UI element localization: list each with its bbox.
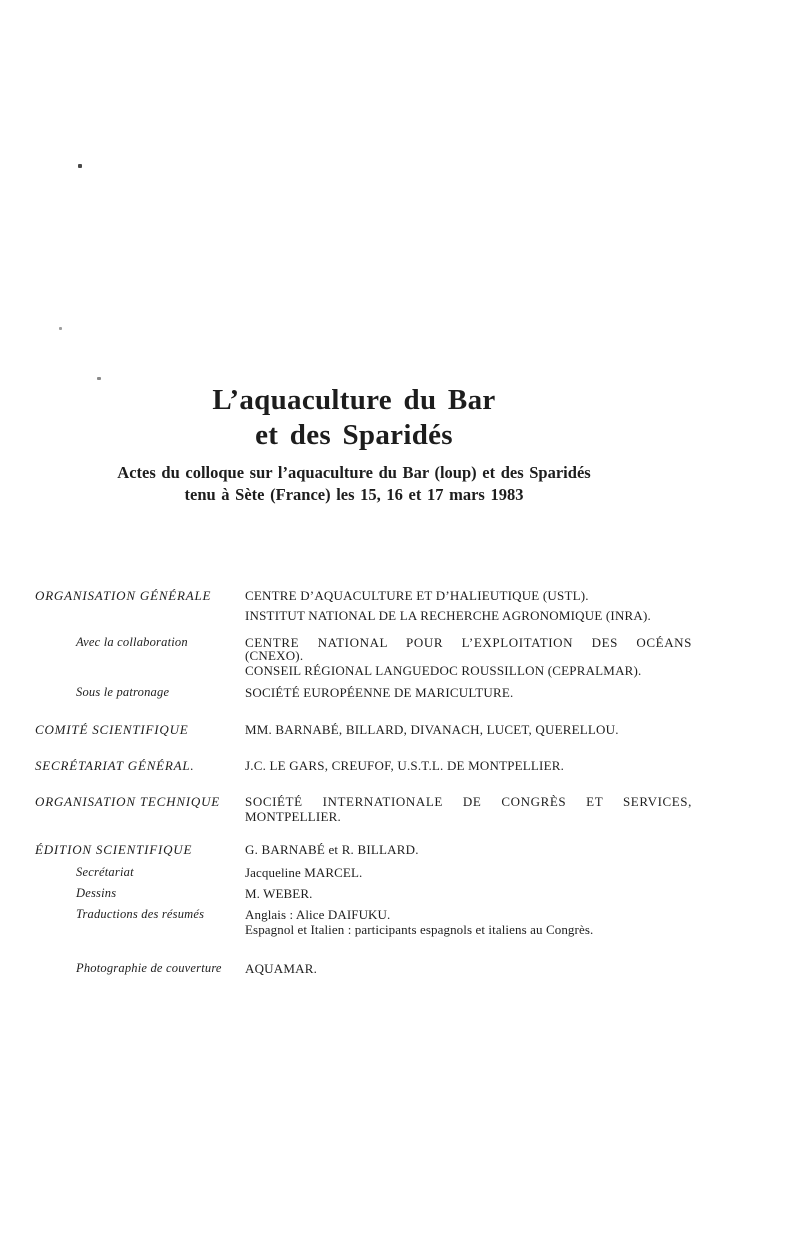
dust-speck bbox=[78, 164, 82, 168]
credits-row-patronage bbox=[35, 685, 692, 700]
credit-value-line: INSTITUT NATIONAL DE LA RECHERCHE AGRONOMIQUE (INRA). bbox=[245, 608, 651, 623]
credit-label: ORGANISATION GÉNÉRALE bbox=[35, 588, 212, 603]
credit-label: ÉDITION SCIENTIFIQUE bbox=[35, 842, 193, 857]
credit-value bbox=[245, 794, 692, 824]
credit-value-line: CENTRE D’AQUACULTURE ET D’HALIEUTIQUE (USTL). bbox=[245, 588, 589, 603]
credits-row-edition-scientifique bbox=[35, 842, 692, 857]
credit-label: COMITÉ SCIENTIFIQUE bbox=[35, 722, 189, 737]
credit-value-line: SOCIÉTÉ INTERNATIONALE DE CONGRÈS ET SERVICES, bbox=[245, 794, 692, 809]
credit-value-line: SOCIÉTÉ EUROPÉENNE DE MARICULTURE. bbox=[245, 685, 514, 700]
credit-value bbox=[245, 758, 692, 773]
credit-label: Secrétariat bbox=[76, 865, 134, 879]
book-subtitle-line2: tenu à Sète (France) les 15, 16 et 17 mars 1983 bbox=[184, 485, 524, 504]
credit-value-line: Anglais : Alice DAIFUKU. bbox=[245, 907, 391, 922]
credits-row-comite-scientifique bbox=[35, 722, 692, 737]
credit-value bbox=[245, 907, 692, 937]
credit-value bbox=[245, 842, 692, 857]
credit-label: SECRÉTARIAT GÉNÉRAL. bbox=[35, 758, 195, 773]
credits-row-traductions bbox=[35, 907, 692, 937]
book-subtitle-line1: Actes du colloque sur l’aquaculture du Bar (loup) et des Sparidés bbox=[117, 463, 591, 482]
credit-value bbox=[245, 635, 692, 678]
credit-label: ORGANISATION TECHNIQUE bbox=[35, 794, 221, 809]
credit-value bbox=[245, 722, 692, 737]
credit-value-line: Jacqueline MARCEL. bbox=[245, 865, 363, 880]
credit-value-line: G. BARNABÉ et R. BILLARD. bbox=[245, 842, 419, 857]
credit-value-line: (CNEXO). bbox=[245, 648, 304, 663]
book-title-line1: L’aquaculture du Bar bbox=[212, 384, 496, 416]
credit-value bbox=[245, 865, 692, 880]
credit-label: Photographie de couverture bbox=[76, 961, 222, 975]
credits-row-secretariat bbox=[35, 865, 692, 880]
credit-value-line: AQUAMAR. bbox=[245, 961, 318, 976]
credits-row-photographie bbox=[35, 961, 692, 976]
credit-value bbox=[245, 685, 692, 700]
credit-value-line: CONSEIL RÉGIONAL LANGUEDOC ROUSSILLON (CEPRALMAR). bbox=[245, 663, 642, 678]
credit-value bbox=[245, 886, 692, 901]
credits-row-dessins bbox=[35, 886, 692, 901]
credits-row-secretariat-general bbox=[35, 758, 692, 773]
credit-value-line: Espagnol et Italien : participants espagnols et italiens au Congrès. bbox=[245, 922, 594, 937]
book-title bbox=[0, 383, 708, 453]
credit-value-line: MONTPELLIER. bbox=[245, 809, 341, 824]
credit-label: Dessins bbox=[76, 886, 117, 900]
credits-row-organisation-technique bbox=[35, 794, 692, 824]
credits-row-organisation-generale bbox=[35, 588, 692, 623]
credits-row-collaboration bbox=[35, 635, 692, 678]
dust-speck bbox=[97, 377, 101, 380]
book-title-line2: et des Sparidés bbox=[255, 419, 453, 451]
credit-label: Traductions des résumés bbox=[76, 907, 205, 921]
credit-label: Sous le patronage bbox=[76, 685, 170, 699]
credit-value-line: J.C. LE GARS, CREUFOF, U.S.T.L. DE MONTPELLIER. bbox=[245, 758, 565, 773]
credit-value bbox=[245, 961, 692, 976]
credit-value-line: M. WEBER. bbox=[245, 886, 313, 901]
credit-label: Avec la collaboration bbox=[76, 635, 188, 649]
credit-value-line: CENTRE NATIONAL POUR L’EXPLOITATION DES OCÉANS bbox=[245, 635, 692, 650]
dust-speck bbox=[59, 327, 62, 330]
credit-value-line: MM. BARNABÉ, BILLARD, DIVANACH, LUCET, QUERELLOU. bbox=[245, 722, 619, 737]
book-subtitle bbox=[0, 462, 708, 506]
credit-value bbox=[245, 588, 692, 623]
